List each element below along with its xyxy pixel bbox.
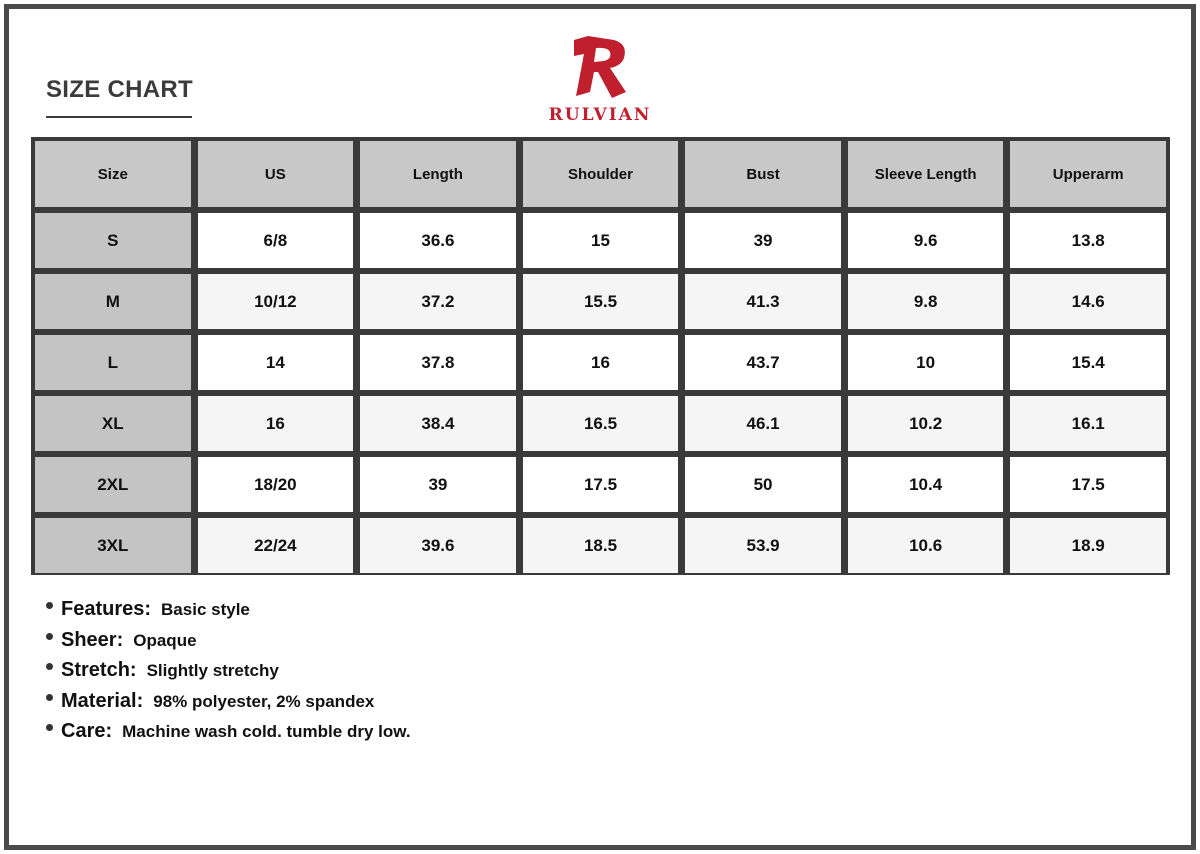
table-cell: 16.1 xyxy=(1010,396,1166,451)
table-cell: 16 xyxy=(198,396,354,451)
table-cell: 50 xyxy=(685,457,841,512)
detail-value: Slightly stretchy xyxy=(146,661,279,680)
table-cell: 9.8 xyxy=(848,274,1004,329)
header-cell: Sleeve Length xyxy=(848,141,1004,207)
detail-value: 98% polyester, 2% spandex xyxy=(153,691,375,711)
size-label-cell: S xyxy=(35,213,191,268)
table-cell: 38.4 xyxy=(360,396,516,451)
table-cell: 39 xyxy=(360,457,516,512)
bullet-icon xyxy=(46,663,53,670)
table-cell: 10.6 xyxy=(848,518,1004,573)
size-table xyxy=(31,137,1170,575)
page-title: SIZE CHART xyxy=(46,76,193,103)
table-cell: 37.2 xyxy=(360,274,516,329)
table-cell: 18/20 xyxy=(198,457,354,512)
detail-item xyxy=(46,690,411,721)
header-cell: US xyxy=(198,141,354,207)
table-cell: 17.5 xyxy=(1010,457,1166,512)
table-cell: 15.4 xyxy=(1010,335,1166,390)
table-cell: 39 xyxy=(685,213,841,268)
detail-value: Basic style xyxy=(161,600,250,619)
header-cell: Bust xyxy=(685,141,841,207)
table-cell: 46.1 xyxy=(685,396,841,451)
bullet-icon xyxy=(46,694,53,701)
detail-item xyxy=(46,598,411,629)
table-cell: 37.8 xyxy=(360,335,516,390)
detail-value: Machine wash cold. tumble dry low. xyxy=(122,722,411,741)
title-underline xyxy=(46,116,192,118)
size-label-cell: L xyxy=(35,335,191,390)
detail-label: Care: xyxy=(61,720,113,742)
header-cell: Upperarm xyxy=(1010,141,1166,207)
header-cell: Length xyxy=(360,141,516,207)
bullet-icon xyxy=(46,602,53,609)
table-cell: 15.5 xyxy=(523,274,679,329)
table-cell: 10.4 xyxy=(848,457,1004,512)
table-cell: 36.6 xyxy=(360,213,516,268)
size-label-cell: XL xyxy=(35,396,191,451)
detail-item xyxy=(46,659,411,690)
detail-label: Features: xyxy=(61,598,152,620)
header-cell: Size xyxy=(35,141,191,207)
product-details xyxy=(46,598,411,751)
bullet-icon xyxy=(46,724,53,731)
table-cell: 10 xyxy=(848,335,1004,390)
table-cell: 43.7 xyxy=(685,335,841,390)
table-cell: 22/24 xyxy=(198,518,354,573)
table-cell: 16.5 xyxy=(523,396,679,451)
table-cell: 53.9 xyxy=(685,518,841,573)
bullet-icon xyxy=(46,633,53,640)
table-cell: 18.9 xyxy=(1010,518,1166,573)
detail-item xyxy=(46,629,411,660)
detail-item xyxy=(46,720,411,751)
brand-name: RULVIAN xyxy=(548,105,652,125)
detail-label: Material: xyxy=(61,689,144,712)
brand-mark-icon xyxy=(568,34,632,100)
table-cell: 14 xyxy=(198,335,354,390)
table-cell: 39.6 xyxy=(360,518,516,573)
table-cell: 41.3 xyxy=(685,274,841,329)
header-cell: Shoulder xyxy=(523,141,679,207)
table-cell: 13.8 xyxy=(1010,213,1166,268)
size-label-cell: 3XL xyxy=(35,518,191,573)
size-label-cell: 2XL xyxy=(35,457,191,512)
size-label-cell: M xyxy=(35,274,191,329)
table-cell: 10/12 xyxy=(198,274,354,329)
detail-label: Sheer: xyxy=(61,628,124,651)
brand-logo xyxy=(538,34,662,126)
detail-value: Opaque xyxy=(133,630,197,650)
detail-label: Stretch: xyxy=(61,659,137,681)
table-cell: 15 xyxy=(523,213,679,268)
table-cell: 9.6 xyxy=(848,213,1004,268)
table-cell: 16 xyxy=(523,335,679,390)
table-cell: 18.5 xyxy=(523,518,679,573)
table-cell: 17.5 xyxy=(523,457,679,512)
table-cell: 6/8 xyxy=(198,213,354,268)
table-cell: 10.2 xyxy=(848,396,1004,451)
table-cell: 14.6 xyxy=(1010,274,1166,329)
